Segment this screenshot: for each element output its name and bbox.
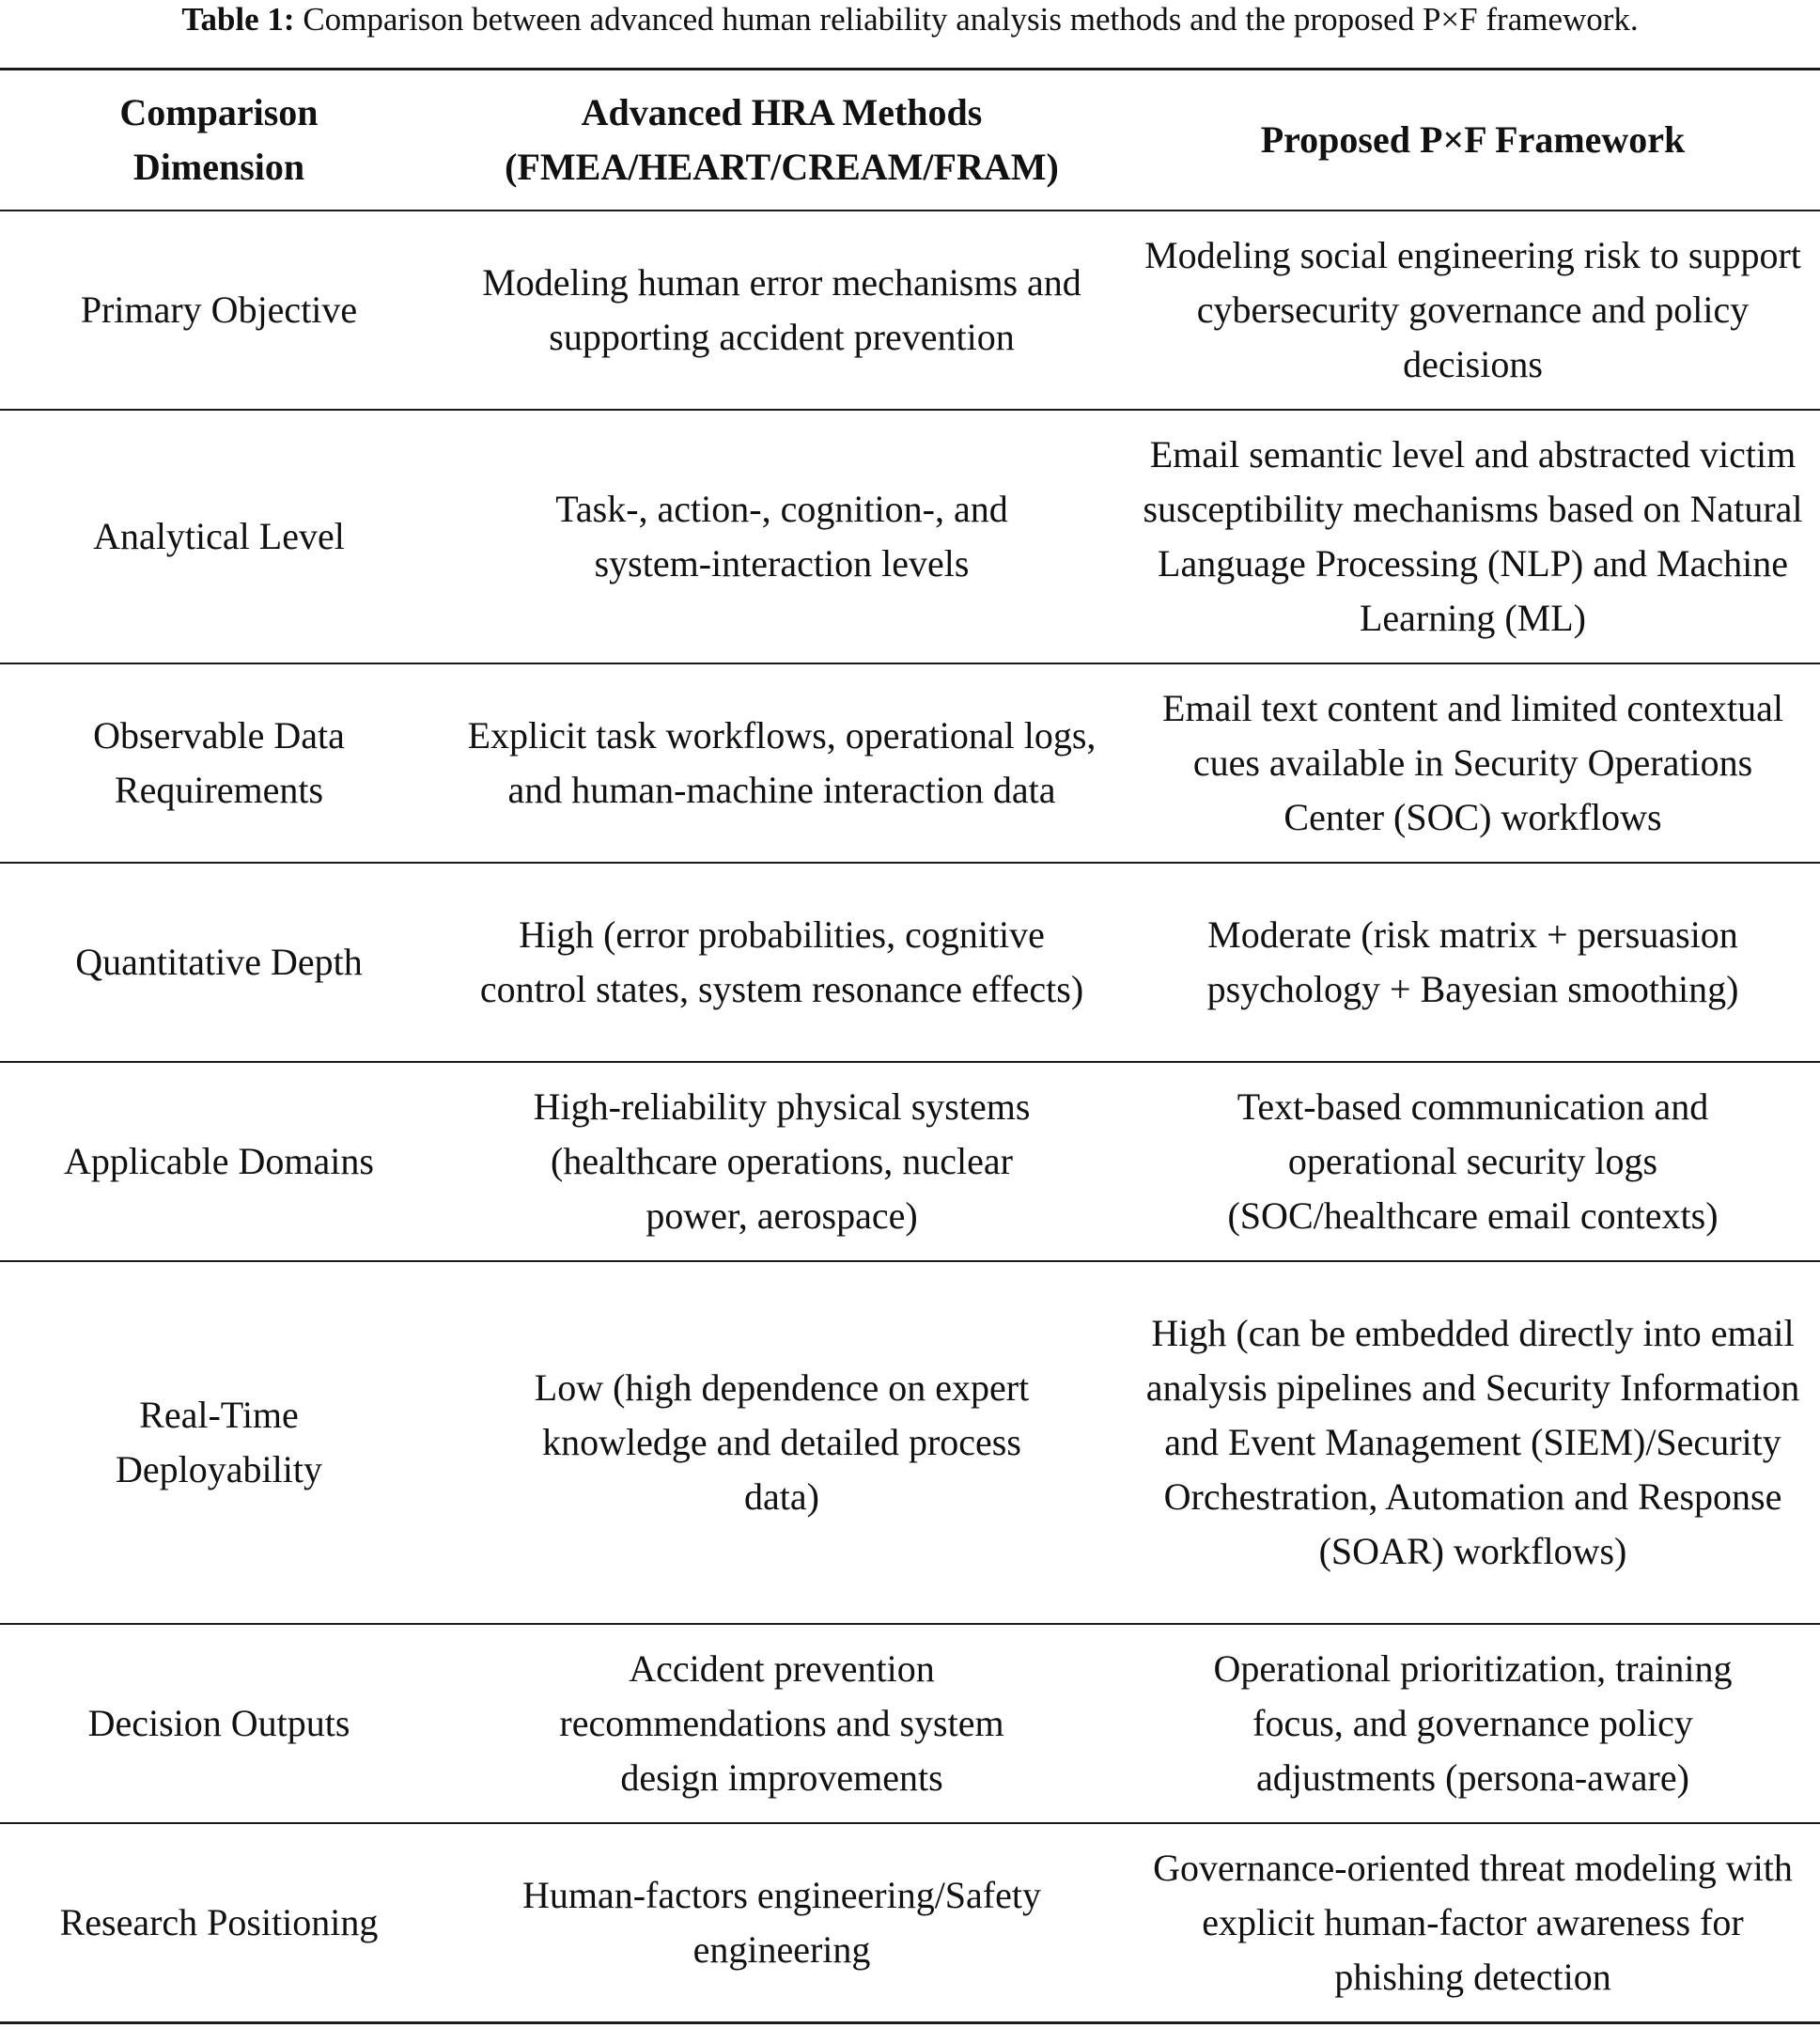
table-row [0,1624,1820,1823]
cell-dimension: Research Positioning [0,1823,438,2022]
header-col2-line2: (FMEA/HEART/CREAM/FRAM) [505,146,1059,188]
cell-pxf: Text-based communication and operational security logs (SOC/healthcare email contexts) [1126,1062,1820,1261]
table-row [0,1062,1820,1261]
cell-hra: High (error probabilities, cognitive control states, system resonance effects) [438,863,1126,1062]
cell-dimension: Applicable Domains [0,1062,438,1261]
table-caption-text: Comparison between advanced human reliability analysis methods and the proposed P×F framework. [294,1,1639,38]
cell-pxf: Governance-oriented threat modeling with explicit human-factor awareness for phishing detection [1126,1823,1820,2022]
cell-pxf: High (can be embedded directly into email analysis pipelines and Security Information and Event Management (SIEM)/Security Orchestration, Automation and Response (SOAR) workflows) [1126,1261,1820,1624]
cell-dimension: Analytical Level [0,410,438,663]
cell-pxf: Email text content and limited contextual cues available in Security Operations Center (SOC) workflows [1126,663,1820,863]
cell-dimension: Quantitative Depth [0,863,438,1062]
header-col1-line1: Comparison [119,91,319,133]
header-col2-line1: Advanced HRA Methods [581,91,983,133]
cell-hra: Explicit task workflows, operational logs, and human-machine interaction data [438,663,1126,863]
cell-dimension: Real-Time Deployability [0,1261,438,1624]
cell-dimension: Observable Data Requirements [0,663,438,863]
cell-dimension: Decision Outputs [0,1624,438,1823]
cell-pxf: Moderate (risk matrix + persuasion psychology + Bayesian smoothing) [1126,863,1820,1062]
cell-hra: Low (high dependence on expert knowledge and detailed process data) [438,1261,1126,1624]
table-row [0,410,1820,663]
cell-pxf: Operational prioritization, training focus, and governance policy adjustments (persona-aware) [1126,1624,1820,1823]
table-caption-label: Table 1: [181,1,295,38]
table-caption [0,0,1820,39]
cell-hra: High-reliability physical systems (healthcare operations, nuclear power, aerospace) [438,1062,1126,1261]
table-row [0,1823,1820,2022]
cell-dimension: Primary Objective [0,211,438,410]
header-col1-line2: Dimension [132,146,305,188]
header-advanced-hra-methods [438,70,1126,211]
cell-hra: Task-, action-, cognition-, and system-interaction levels [438,410,1126,663]
header-proposed-pxf-framework [1126,70,1820,211]
comparison-table [0,68,1820,2024]
table-row [0,863,1820,1062]
cell-pxf: Email semantic level and abstracted victim susceptibility mechanisms based on Natural Language Processing (NLP) and Machine Learning (ML) [1126,410,1820,663]
cell-hra: Modeling human error mechanisms and supporting accident prevention [438,211,1126,410]
header-comparison-dimension [0,70,438,211]
table-header-row [0,70,1820,211]
cell-hra: Human-factors engineering/Safety engineering [438,1823,1126,2022]
cell-hra: Accident prevention recommendations and system design improvements [438,1624,1126,1823]
table-row [0,1261,1820,1624]
cell-pxf: Modeling social engineering risk to support cybersecurity governance and policy decisions [1126,211,1820,410]
header-col3: Proposed P×F Framework [1260,118,1686,161]
table-row [0,663,1820,863]
table-row [0,211,1820,410]
